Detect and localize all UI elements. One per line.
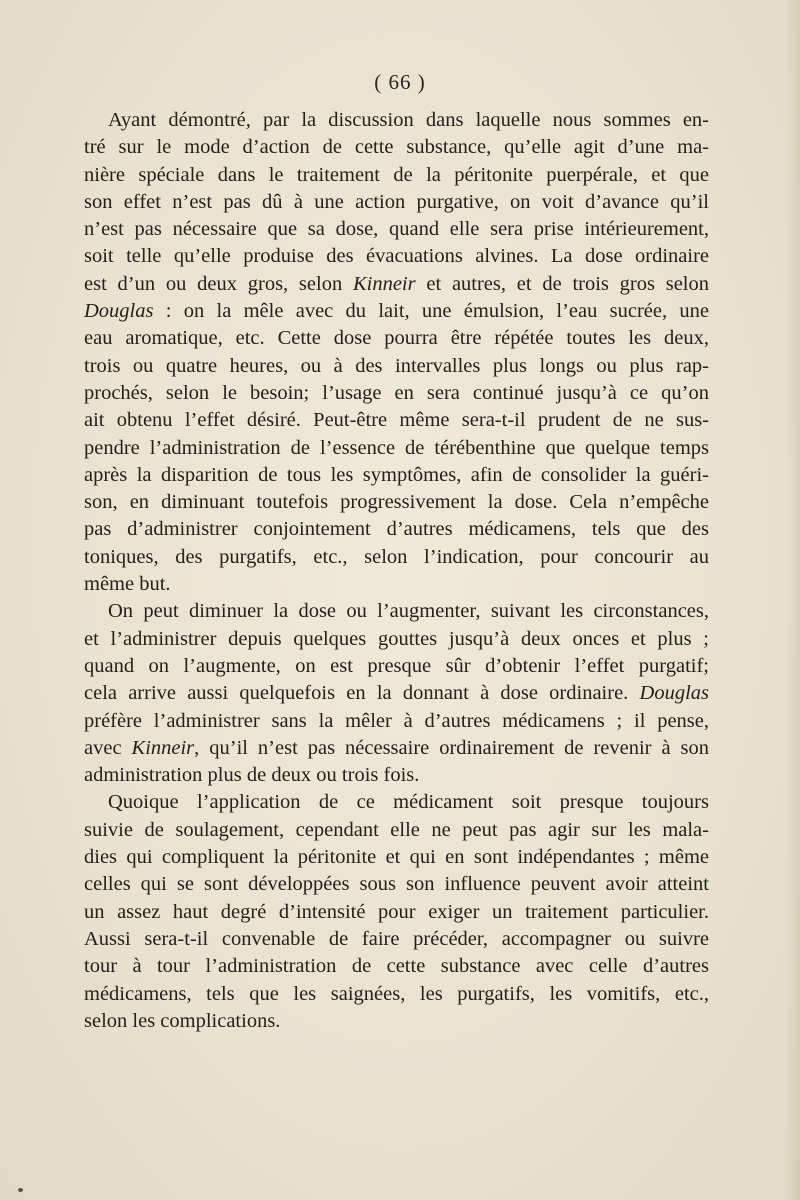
- text-line: On peut diminuer la dose ou l’augmenter, suivant les circonstances,: [108, 600, 709, 623]
- text-line: n’est pas nécessaire que sa dose, quand elle sera prise intérieurement,: [84, 218, 709, 241]
- text-line: Aussi sera-t-il convenable de faire précéder, accompagner ou suivre: [84, 927, 709, 950]
- text-line: selon les complications.: [84, 1009, 281, 1032]
- text-line: eau aromatique, etc. Cette dose pourra être répétée toutes les deux,: [84, 327, 709, 350]
- text-line: suivie de soulagement, cependant elle ne peut pas agir sur les mala-: [84, 818, 709, 841]
- text-line: trois ou quatre heures, ou à des intervalles plus longs ou plus rap-: [84, 354, 709, 377]
- text-line: après la disparition de tous les symptômes, afin de consolider la guéri-: [84, 463, 709, 486]
- text-line: quand on l’augmente, on est presque sûr d’obtenir l’effet purgatif;: [84, 654, 709, 677]
- page-number: ( 66 ): [374, 70, 426, 94]
- text-line: avec Kinneir, qu’il n’est pas nécessaire ordinairement de revenir à son: [84, 736, 710, 759]
- text-line: Douglas : on la mêle avec du lait, une émulsion, l’eau sucrée, une: [84, 300, 709, 323]
- text-line: soit telle qu’elle produise des évacuations alvines. La dose ordinaire: [84, 245, 709, 268]
- page-edge-shadow: [786, 0, 800, 1200]
- text-line: médicamens, tels que les saignées, les purgatifs, les vomitifs, etc.,: [84, 982, 709, 1005]
- author-name: Douglas: [84, 300, 154, 323]
- text-line: dies qui compliquent la péritonite et qui en sont indépendantes ; même: [84, 846, 709, 869]
- text-line: son effet n’est pas dû à une action purgative, on voit d’avance qu’il: [84, 190, 709, 213]
- text-line: prochés, selon le besoin; l’usage en sera continué jusqu’à ce qu’on: [84, 381, 709, 404]
- text-line: celles qui se sont développées sous son influence peuvent avoir atteint: [84, 873, 709, 896]
- author-name: Kinneir: [131, 736, 195, 759]
- text-line: toniques, des purgatifs, etc., selon l’indication, pour concourir au: [84, 545, 709, 568]
- text-line: préfère l’administrer sans la mêler à d’autres médicamens ; il pense,: [84, 709, 709, 732]
- text-line: cela arrive aussi quelquefois en la donnant à dose ordinaire. Douglas: [84, 682, 709, 705]
- paper-speck: [18, 1188, 23, 1192]
- body-text: [84, 107, 709, 1035]
- text-line: et l’administrer depuis quelques gouttes jusqu’à deux onces et plus ;: [84, 627, 709, 650]
- text-line: pendre l’administration de l’essence de térébenthine que quelque temps: [84, 436, 709, 459]
- author-name: Kinneir: [352, 272, 416, 295]
- text-line: tré sur le mode d’action de cette substance, qu’elle agit d’une ma-: [84, 136, 709, 159]
- text-line: administration plus de deux ou trois fois.: [84, 764, 420, 787]
- text-line: pas d’administrer conjointement d’autres médicamens, tels que des: [84, 518, 709, 541]
- text-line: nière spéciale dans le traitement de la péritonite puerpérale, et que: [84, 163, 709, 186]
- text-line: même but.: [84, 573, 171, 596]
- text-line: est d’un ou deux gros, selon Kinneir et autres, et de trois gros selon: [84, 272, 709, 295]
- text-line: ait obtenu l’effet désiré. Peut-être même sera-t-il prudent de ne sus-: [84, 409, 709, 432]
- text-line: son, en diminuant toutefois progressivement la dose. Cela n’empêche: [84, 491, 709, 514]
- text-line: tour à tour l’administration de cette substance avec celle d’autres: [84, 955, 709, 978]
- text-line: Quoique l’application de ce médicament soit presque toujours: [108, 791, 709, 814]
- text-line: Ayant démontré, par la discussion dans laquelle nous sommes en-: [108, 109, 709, 131]
- text-line: un assez haut degré d’intensité pour exiger un traitement particulier.: [84, 900, 709, 923]
- author-name: Douglas: [639, 682, 709, 705]
